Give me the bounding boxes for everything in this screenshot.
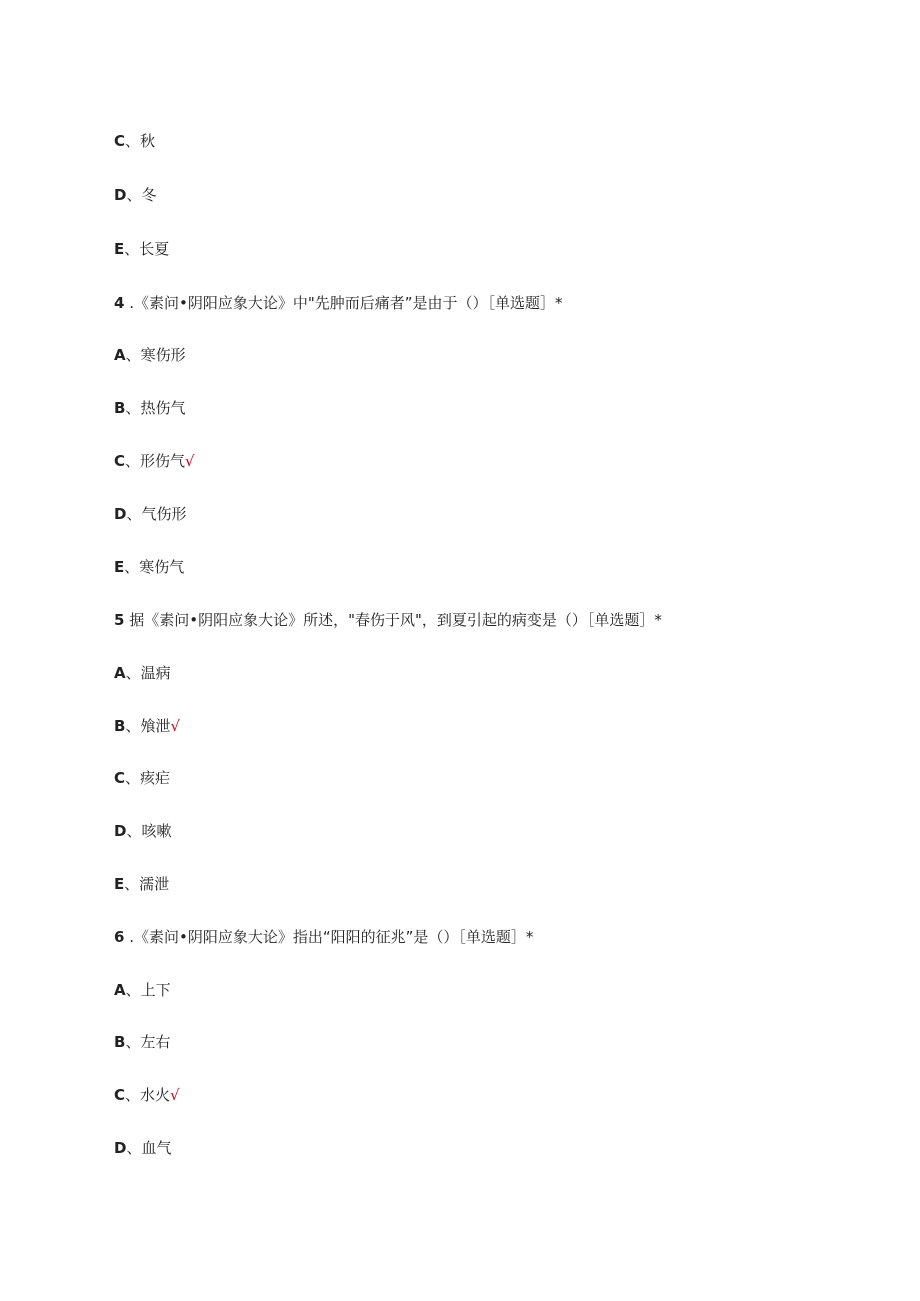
q4-option-e — [114, 557, 184, 577]
option-text: 热伤气 — [140, 399, 186, 417]
option-letter: B — [114, 717, 126, 735]
option-text: 上下 — [140, 981, 171, 999]
question-5-title — [114, 610, 662, 630]
option-separator: 、 — [125, 452, 141, 470]
question-number: 4 — [114, 294, 125, 312]
option-separator: 、 — [124, 875, 140, 893]
q5-option-c — [114, 768, 170, 788]
option-text: 形伤气 — [140, 452, 186, 470]
option-letter: C — [114, 452, 126, 470]
option-separator: 、 — [125, 1033, 141, 1051]
option-text: 血气 — [141, 1139, 172, 1157]
option-text: 长夏 — [139, 240, 170, 258]
q6-option-c — [114, 1085, 180, 1105]
q5-option-a — [114, 663, 171, 683]
question-4-title — [114, 293, 563, 313]
option-separator: 、 — [125, 981, 141, 999]
option-letter: D — [114, 186, 127, 204]
option-text: 飧泄 — [140, 717, 171, 735]
question-text: 据《素问•阴阳应象大论》所述，"春伤于风"，到夏引起的病变是（）［单选题］* — [129, 611, 662, 629]
option-letter: C — [114, 132, 126, 150]
option-letter: E — [114, 558, 125, 576]
option-letter: B — [114, 399, 126, 417]
option-text: 左右 — [140, 1033, 171, 1051]
option-separator: 、 — [125, 769, 141, 787]
q4-option-d — [114, 504, 186, 524]
option-text: 痎疟 — [140, 769, 171, 787]
option-text: 濡泄 — [139, 875, 170, 893]
question-6-title — [114, 927, 533, 947]
q5-option-e — [114, 874, 169, 894]
correct-mark: √ — [170, 1086, 180, 1104]
option-text: 温病 — [140, 664, 171, 682]
q4-option-c — [114, 451, 195, 471]
option-separator: 、 — [125, 1086, 141, 1104]
option-letter: B — [114, 1033, 126, 1051]
q3-option-c — [114, 131, 155, 151]
question-number: 5 — [114, 611, 125, 629]
option-text: 咳嗽 — [141, 822, 172, 840]
q6-option-b — [114, 1032, 170, 1052]
correct-mark: √ — [185, 452, 195, 470]
option-separator: 、 — [124, 558, 140, 576]
q5-option-b — [114, 716, 180, 736]
option-letter: D — [114, 1139, 127, 1157]
option-text: 寒伤气 — [139, 558, 185, 576]
option-letter: C — [114, 1086, 126, 1104]
option-text: 水火 — [140, 1086, 171, 1104]
q3-option-e — [114, 239, 169, 259]
option-separator: 、 — [125, 399, 141, 417]
option-separator: 、 — [125, 717, 141, 735]
option-text: 寒伤形 — [140, 346, 186, 364]
option-letter: D — [114, 505, 127, 523]
question-number: 6 — [114, 928, 125, 946]
option-separator: 、 — [125, 346, 141, 364]
option-separator: 、 — [126, 822, 142, 840]
option-separator: 、 — [126, 186, 142, 204]
option-separator: 、 — [124, 240, 140, 258]
option-text: 秋 — [140, 132, 156, 150]
q6-option-a — [114, 980, 171, 1000]
question-text: .《素问•阴阳应象大论》指出“阳阳的征兆”是（）［单选题］* — [124, 928, 534, 946]
option-separator: 、 — [126, 505, 142, 523]
option-letter: D — [114, 822, 127, 840]
option-letter: E — [114, 240, 125, 258]
option-letter: A — [114, 346, 126, 364]
q3-option-d — [114, 185, 156, 205]
option-letter: A — [114, 981, 126, 999]
q6-option-d — [114, 1138, 171, 1158]
correct-mark: √ — [170, 717, 181, 735]
option-separator: 、 — [126, 1139, 142, 1157]
question-text: .《素问•阴阳应象大论》中"先肿而后痛者”是由于（）［单选题］* — [124, 294, 563, 312]
option-text: 气伤形 — [141, 505, 187, 523]
option-separator: 、 — [125, 132, 141, 150]
q4-option-b — [114, 398, 185, 418]
option-letter: E — [114, 875, 125, 893]
q4-option-a — [114, 345, 186, 365]
option-letter: C — [114, 769, 126, 787]
option-letter: A — [114, 664, 126, 682]
option-separator: 、 — [125, 664, 141, 682]
q5-option-d — [114, 821, 171, 841]
option-text: 冬 — [141, 186, 157, 204]
